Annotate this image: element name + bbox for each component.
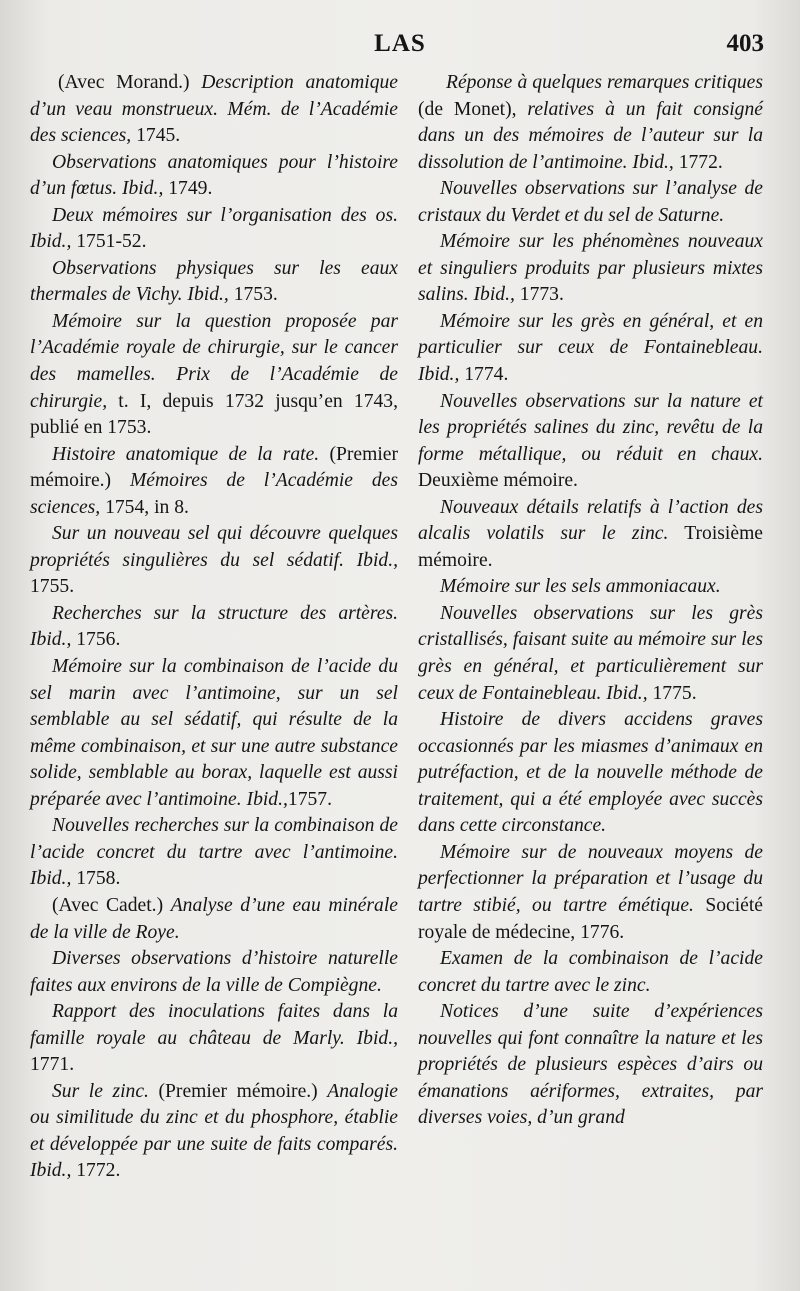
entry-plain-text: 1772.	[673, 151, 723, 173]
entry-title-text: Nouveaux détails relatifs à l’action des alcalis volatils sur le zinc.	[418, 496, 763, 545]
entry-plain-text: 1772.	[71, 1160, 121, 1182]
entry-plain-text: (Premier mémoire.)	[148, 1080, 328, 1102]
bibliography-entry	[30, 813, 398, 893]
entry-title-text: Observations physiques sur les eaux thermales de Vichy. Ibid.,	[30, 257, 398, 306]
entry-title-text: Histoire de divers accidens graves occasionnés par les miasmes d’animaux en putréfaction, et de la nouvelle méthode de traitement, qui a été employée avec succès dans cette circonstance.	[418, 709, 763, 837]
entry-title-text: Deux mémoires sur l’organisation des os. Ibid.,	[30, 204, 398, 253]
bibliography-entry	[418, 574, 763, 601]
bibliography-entry	[418, 495, 763, 575]
bibliography-entry	[30, 150, 398, 203]
entry-plain-text: 1755.	[30, 576, 75, 598]
bibliography-entry	[418, 176, 763, 229]
entry-plain-text: 1753.	[228, 284, 278, 306]
entry-title-text: Mémoire sur la combinaison de l’acide du sel marin avec l’antimoine, sur un sel semblable au sel sédatif, qui résulte de la même combinaison, et sur une autre substance solide, semblable au borax, laquelle est aussi préparée avec l’antimoine. Ibid.,	[30, 656, 398, 810]
entry-title-text: Notices d’une suite d’expériences nouvelles qui font connaître la nature et les propriétés de plusieurs espèces d’airs ou émanations aériformes, extraites, par diverses voies, d’un grand	[418, 1001, 763, 1129]
entry-title-text: relatives à un fait consigné dans un des mémoires de l’auteur sur la dissolution de l’antimoine. Ibid.,	[418, 98, 763, 173]
entry-title-text: Mémoires de l’Académie des sciences,	[30, 470, 398, 518]
entry-plain-text: 1771.	[30, 1054, 75, 1076]
bibliography-entry	[30, 203, 398, 256]
left-column	[30, 70, 398, 1185]
entry-plain-text: (Premier mémoire.)	[30, 443, 398, 492]
bibliography-entry	[418, 999, 763, 1132]
bibliography-entry	[418, 946, 763, 999]
entry-plain-text: 1754, in 8.	[100, 496, 189, 518]
entry-plain-text: (de Monet),	[418, 98, 528, 120]
bibliography-entry	[30, 946, 398, 999]
entry-title-text: Analogie ou similitude du zinc et du phosphore, établie et développée par une suite de faits comparés. Ibid.,	[30, 1080, 398, 1182]
bibliography-entry	[30, 442, 398, 522]
bibliography-entry	[418, 389, 763, 495]
entry-plain-text: 1774.	[459, 364, 509, 386]
entry-title-text: Rapport des inoculations faites dans la famille royale au château de Marly. Ibid.,	[30, 1001, 398, 1049]
bibliography-entry	[418, 70, 763, 176]
entry-title-text: Nouvelles observations sur la nature et les propriétés salines du zinc, revêtu de la forme métallique, ou réduit en chaux.	[418, 390, 763, 465]
entry-title-text: Nouvelles observations sur l’analyse de cristaux du Verdet et du sel de Saturne.	[418, 178, 763, 226]
bibliography-entry	[30, 70, 398, 150]
entry-plain-text: 1749.	[163, 178, 213, 200]
running-head: LAS	[374, 30, 426, 57]
entry-plain-text: 1758.	[71, 868, 121, 890]
entry-plain-text: 1773.	[514, 284, 564, 306]
right-column	[418, 70, 763, 1132]
bibliography-entry	[30, 601, 398, 654]
entry-title-text: Diverses observations d’histoire naturelle faites aux environs de la ville de Compiègne.	[30, 948, 398, 996]
entry-title-text: Nouvelles recherches sur la combinaison de l’acide concret du tartre avec l’antimoine. Ibid.,	[30, 815, 398, 890]
bibliography-entry	[30, 256, 398, 309]
entry-plain-text: 1751-52.	[71, 231, 147, 253]
entry-title-text: Histoire anatomique de la rate.	[52, 443, 320, 465]
entry-title-text: Recherches sur la structure des artères. Ibid.,	[30, 602, 398, 651]
bibliography-entry	[418, 229, 763, 309]
bibliography-entry	[30, 521, 398, 601]
entry-title-text: Sur un nouveau sel qui découvre quelques propriétés singulières du sel sédatif. Ibid.,	[30, 523, 398, 571]
entry-plain-text: 1757.	[287, 788, 332, 810]
bibliography-entry	[418, 707, 763, 840]
entry-title-text: Réponse à quelques remarques critiques	[446, 72, 763, 93]
entry-title-text: Mémoire sur les phénomènes nouveaux et singuliers produits par plusieurs mixtes salins. Ibid.,	[418, 231, 763, 306]
entry-title-text: Mémoire sur les sels ammoniacaux.	[440, 576, 721, 598]
entry-title-text: Mémoire sur la question proposée par l’Académie royale de chirurgie, sur le cancer des mamelles. Prix de l’Académie de chirurgie,	[30, 310, 398, 412]
entry-title-text: Mémoire sur les grès en général, et en particulier sur ceux de Fontainebleau. Ibid.,	[418, 310, 763, 386]
entry-plain-text: 1775.	[647, 682, 697, 704]
bibliography-entry	[30, 654, 398, 813]
entry-plain-text: (Avec Cadet.)	[52, 894, 171, 916]
entry-plain-text: Troisième mémoire.	[418, 523, 764, 571]
bibliography-entry	[418, 840, 763, 946]
bibliography-entry	[30, 1079, 398, 1185]
entry-plain-text: 1756.	[71, 629, 121, 651]
bibliography-entry	[30, 893, 398, 946]
bibliography-entry	[30, 999, 398, 1079]
bibliography-entry	[30, 309, 398, 442]
entry-title-text: Nouvelles observations sur les grès cristallisés, faisant suite au mémoire sur les grès en général, et particulièrement sur ceux de Fontainebleau. Ibid.,	[418, 602, 763, 704]
entry-plain-text: Société royale de médecine, 1776.	[418, 894, 763, 943]
page-number: 403	[726, 30, 764, 57]
entry-plain-text: (Avec Morand.)	[58, 72, 202, 93]
entry-title-text: Examen de la combinaison de l’acide concret du tartre avec le zinc.	[418, 948, 763, 996]
bibliography-entry	[418, 601, 763, 707]
entry-title-text: Analyse d’une eau minérale de la ville de Roye.	[30, 894, 398, 943]
entry-title-text: Sur le zinc.	[52, 1080, 149, 1102]
entry-plain-text: Deuxième mémoire.	[418, 470, 578, 492]
entry-plain-text: t. I, depuis 1732 jusqu’en 1743, publié en 1753.	[30, 390, 398, 439]
entry-plain-text: 1745.	[131, 125, 181, 147]
bibliography-entry	[418, 309, 763, 389]
entry-title-text: Observations anatomiques pour l’histoire d’un fœtus. Ibid.,	[30, 151, 398, 200]
page-header	[0, 30, 800, 64]
entry-title-text: Mémoire sur de nouveaux moyens de perfectionner la préparation et l’usage du tartre stibié, ou tartre émétique.	[418, 841, 763, 916]
entry-title-text: Description anatomique d’un veau monstrueux. Mém. de l’Académie des sciences,	[30, 72, 398, 147]
